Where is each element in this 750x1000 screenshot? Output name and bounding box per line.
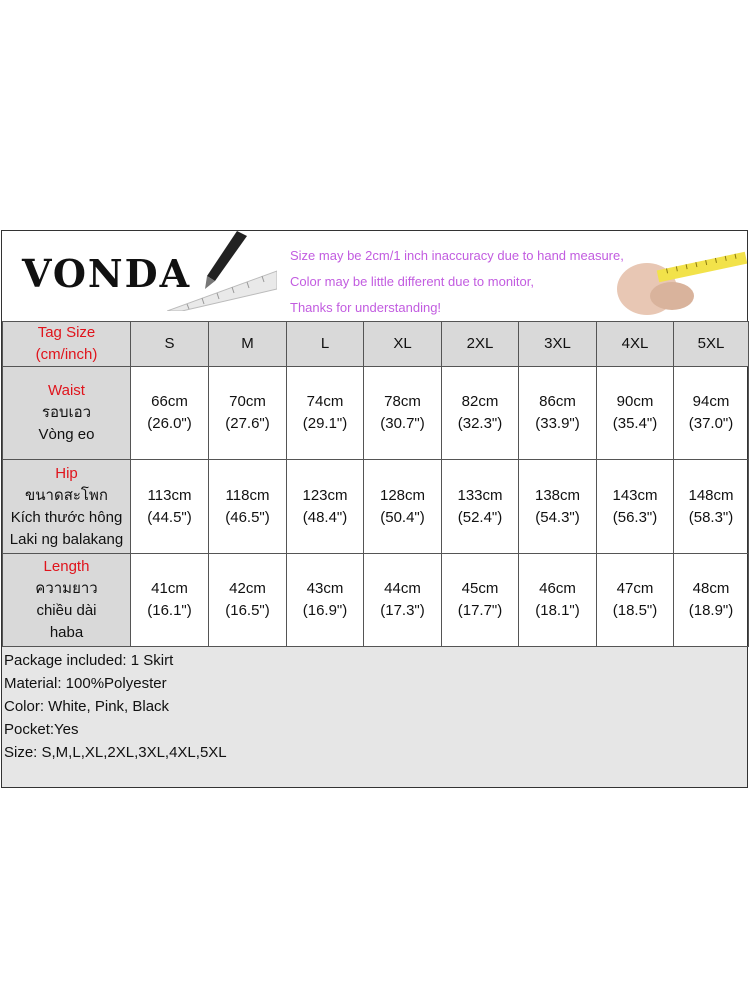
inch-value: (33.9") bbox=[535, 415, 580, 432]
tag-size-label: Tag Size bbox=[37, 324, 96, 341]
inch-value: (16.9") bbox=[302, 602, 348, 619]
banner bbox=[2, 231, 747, 321]
size-header: 2XL bbox=[442, 322, 519, 367]
cm-value: 70cm bbox=[229, 393, 266, 410]
size-info: Size: S,M,L,XL,2XL,3XL,4XL,5XL bbox=[4, 744, 227, 761]
inch-value: (18.9") bbox=[688, 602, 734, 619]
inch-value: (16.1") bbox=[147, 602, 192, 619]
inch-value: (17.3") bbox=[380, 602, 425, 619]
brand-logo: VONDA bbox=[22, 251, 192, 296]
cm-value: 123cm bbox=[302, 486, 348, 504]
row-label: Waist bbox=[48, 382, 85, 399]
inch-value: (18.5") bbox=[612, 602, 658, 619]
table-cell bbox=[674, 554, 749, 647]
inch-value: (54.3") bbox=[535, 508, 580, 526]
size-header: L bbox=[287, 322, 364, 367]
cm-value: 44cm bbox=[384, 580, 421, 597]
size-table bbox=[2, 321, 749, 647]
table-row bbox=[3, 554, 749, 647]
table-cell bbox=[209, 460, 287, 554]
note-line: Color may be little different due to monitor, bbox=[290, 274, 534, 289]
table-cell bbox=[209, 554, 287, 647]
material-info: Material: 100%Polyester bbox=[4, 675, 167, 692]
cm-value: 78cm bbox=[384, 393, 421, 410]
inch-value: (29.1") bbox=[302, 415, 348, 432]
table-cell bbox=[131, 554, 209, 647]
cm-value: 41cm bbox=[151, 580, 188, 597]
cm-value: 48cm bbox=[692, 580, 730, 597]
row-label: Length bbox=[43, 558, 90, 575]
inch-value: (44.5") bbox=[147, 508, 192, 526]
table-cell bbox=[442, 367, 519, 460]
tag-size-header bbox=[3, 322, 131, 367]
cm-value: 118cm bbox=[225, 486, 270, 504]
pocket-info: Pocket:Yes bbox=[4, 721, 79, 738]
row-label: Kích thước hông bbox=[10, 508, 123, 526]
table-cell bbox=[597, 367, 674, 460]
table-cell bbox=[674, 460, 749, 554]
inch-value: (16.5") bbox=[225, 602, 270, 619]
table-cell bbox=[519, 554, 597, 647]
table-row bbox=[3, 460, 749, 554]
row-label: ขนาดสะโพก bbox=[25, 486, 108, 504]
table-cell bbox=[519, 460, 597, 554]
table-cell bbox=[442, 460, 519, 554]
row-label: ความยาว bbox=[35, 580, 98, 597]
size-header: 5XL bbox=[674, 322, 749, 367]
inch-value: (58.3") bbox=[688, 508, 734, 526]
row-label: chiều dài bbox=[36, 602, 97, 619]
note-line: Size may be 2cm/1 inch inaccuracy due to hand measure, bbox=[290, 248, 624, 263]
cm-value: 45cm bbox=[461, 580, 499, 597]
inch-value: (56.3") bbox=[612, 508, 658, 526]
table-cell bbox=[131, 460, 209, 554]
inch-value: (32.3") bbox=[457, 415, 503, 432]
cm-value: 138cm bbox=[534, 486, 581, 504]
inch-value: (30.7") bbox=[380, 415, 425, 432]
color-info: Color: White, Pink, Black bbox=[4, 698, 170, 715]
cm-value: 66cm bbox=[151, 393, 188, 410]
row-label: Hip bbox=[55, 464, 78, 482]
table-cell bbox=[209, 367, 287, 460]
row-label: รอบเอว bbox=[41, 404, 92, 421]
inch-value: (35.4") bbox=[612, 415, 658, 432]
size-header: 3XL bbox=[519, 322, 597, 367]
table-cell bbox=[674, 367, 749, 460]
table-cell bbox=[287, 460, 364, 554]
table-cell bbox=[364, 554, 442, 647]
length-row-header bbox=[3, 554, 131, 647]
size-header: M bbox=[209, 322, 287, 367]
size-header-row bbox=[3, 322, 749, 367]
package-info: Package included: 1 Skirt bbox=[4, 652, 174, 669]
inch-value: (27.6") bbox=[225, 415, 270, 432]
table-row bbox=[3, 367, 749, 460]
table-cell bbox=[597, 460, 674, 554]
cm-value: 43cm bbox=[306, 580, 344, 597]
row-label: Vòng eo bbox=[38, 426, 95, 443]
cm-value: 113cm bbox=[147, 486, 192, 504]
cm-value: 74cm bbox=[306, 393, 344, 410]
table-cell bbox=[287, 367, 364, 460]
cm-value: 90cm bbox=[616, 393, 654, 410]
cm-value: 94cm bbox=[692, 393, 730, 410]
cm-value: 47cm bbox=[616, 580, 654, 597]
row-label: Laki ng balakang bbox=[9, 530, 124, 548]
size-chart-sheet bbox=[1, 230, 748, 788]
hip-row-header bbox=[3, 460, 131, 554]
cm-value: 128cm bbox=[379, 486, 426, 504]
table-cell bbox=[442, 554, 519, 647]
ruler-pen-icon bbox=[167, 231, 277, 311]
cm-value: 86cm bbox=[539, 393, 576, 410]
waist-row-header bbox=[3, 367, 131, 460]
cm-value: 143cm bbox=[612, 486, 658, 504]
table-cell bbox=[287, 554, 364, 647]
cm-value: 42cm bbox=[229, 580, 266, 597]
table-cell bbox=[364, 460, 442, 554]
inch-value: (48.4") bbox=[302, 508, 348, 526]
inch-value: (26.0") bbox=[147, 415, 192, 432]
cm-value: 133cm bbox=[457, 486, 503, 504]
product-info bbox=[2, 646, 747, 787]
inch-value: (17.7") bbox=[457, 602, 503, 619]
cm-value: 148cm bbox=[688, 486, 734, 504]
inch-value: (46.5") bbox=[225, 508, 270, 526]
table-cell bbox=[597, 554, 674, 647]
unit-label: (cm/inch) bbox=[35, 346, 98, 363]
note-line: Thanks for understanding! bbox=[290, 300, 442, 315]
inch-value: (37.0") bbox=[688, 415, 734, 432]
table-cell bbox=[519, 367, 597, 460]
cm-value: 82cm bbox=[461, 393, 499, 410]
row-label: haba bbox=[49, 624, 84, 641]
inch-value: (50.4") bbox=[380, 508, 425, 526]
measuring-tape-icon bbox=[602, 241, 747, 321]
size-header: S bbox=[131, 322, 209, 367]
table-cell bbox=[364, 367, 442, 460]
inch-value: (52.4") bbox=[457, 508, 503, 526]
inch-value: (18.1") bbox=[535, 602, 580, 619]
cm-value: 46cm bbox=[539, 580, 576, 597]
measurement-notes bbox=[290, 243, 624, 321]
table-cell bbox=[131, 367, 209, 460]
size-header: XL bbox=[364, 322, 442, 367]
size-header: 4XL bbox=[597, 322, 674, 367]
